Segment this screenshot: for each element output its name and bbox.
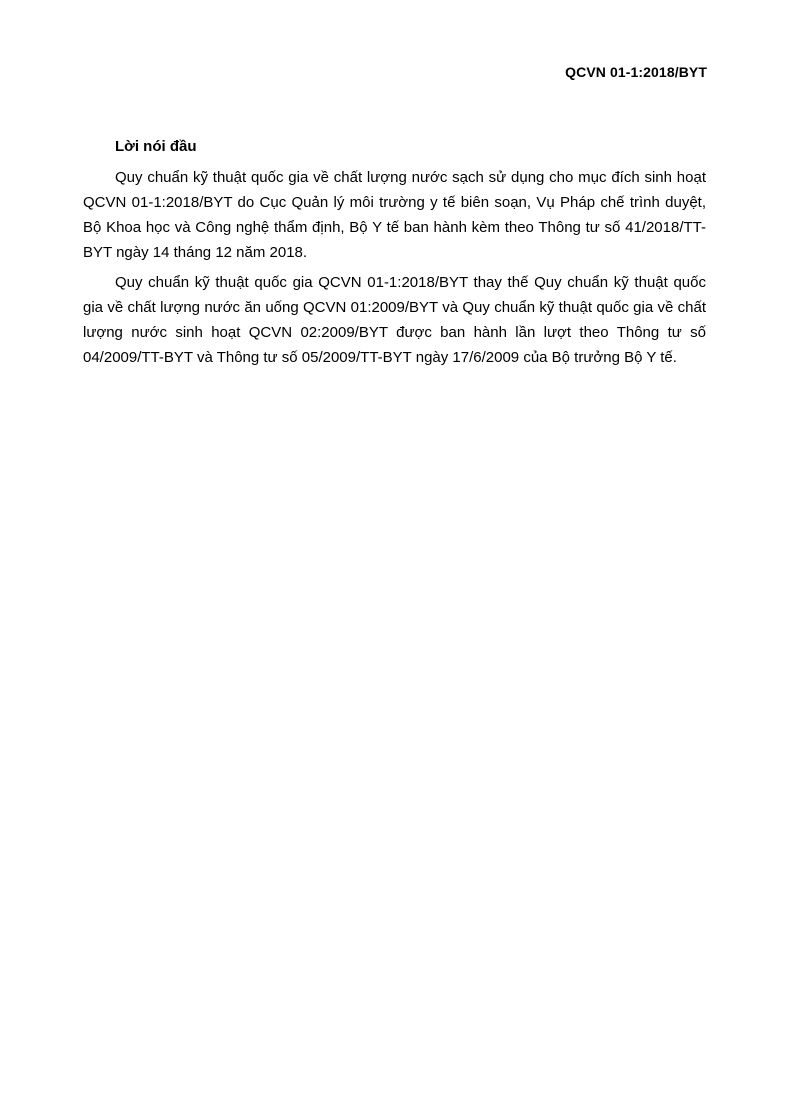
document-body xyxy=(83,135,706,375)
paragraph-2: Quy chuẩn kỹ thuật quốc gia QCVN 01-1:2018/BYT thay thế Quy chuẩn kỹ thuật quốc gia về chất lượng nước ăn uống QCVN 01:2009/BYT và Quy chuẩn kỹ thuật quốc gia về chất lượng nước sinh hoạt QCVN 02:2009/BYT được ban hành lần lượt theo Thông tư số 04/2009/TT-BYT và Thông tư số 05/2009/TT-BYT ngày 17/6/2009 của Bộ trưởng Bộ Y tế. xyxy=(83,274,706,366)
document-code: QCVN 01-1:2018/BYT xyxy=(565,64,707,80)
section-heading: Lời nói đầu xyxy=(115,138,197,155)
paragraph-1: Quy chuẩn kỹ thuật quốc gia về chất lượng nước sạch sử dụng cho mục đích sinh hoạt QCVN 01-1:2018/BYT do Cục Quản lý môi trường y tế biên soạn, Vụ Pháp chế trình duyệt, Bộ Khoa học và Công nghệ thẩm định, Bộ Y tế ban hành kèm theo Thông tư số 41/2018/TT-BYT ngày 14 tháng 12 năm 2018. xyxy=(83,169,706,261)
